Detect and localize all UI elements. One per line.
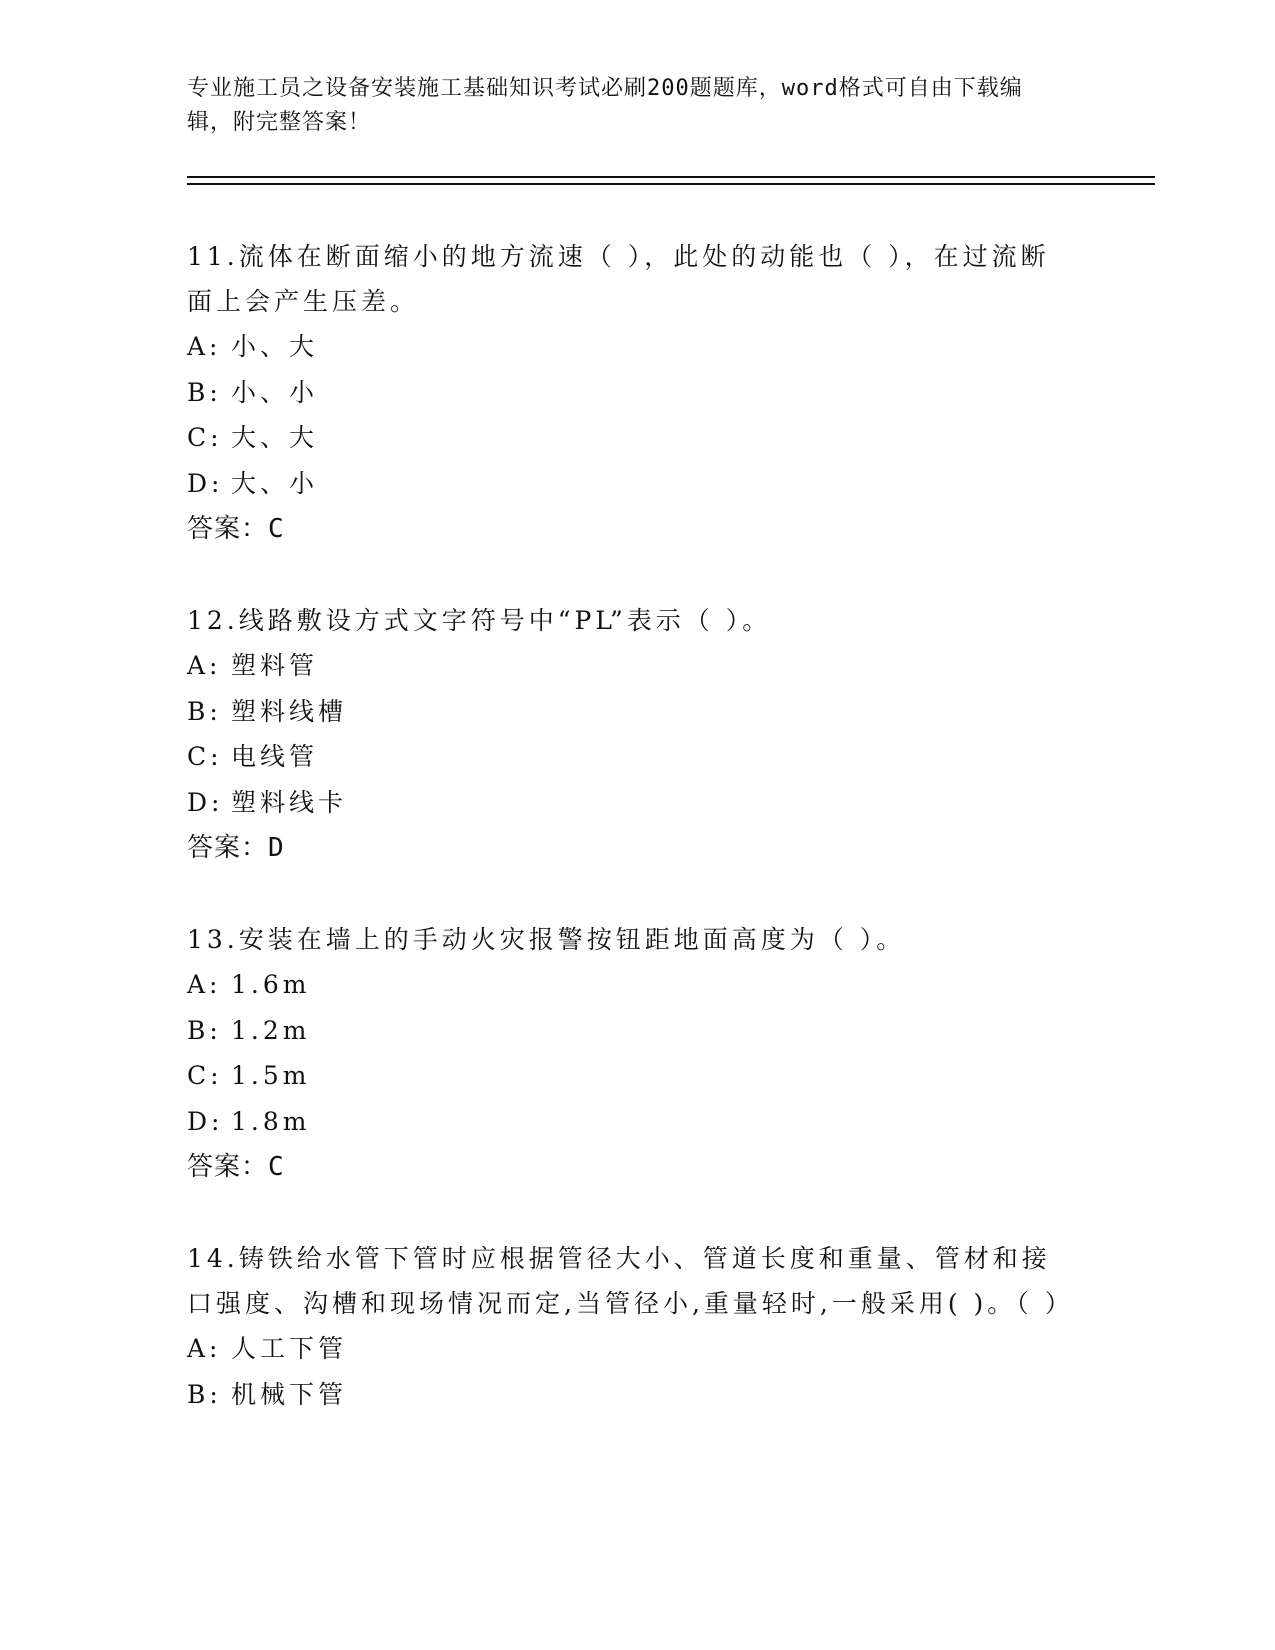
option-text: 塑料管 (231, 651, 319, 680)
option-d (187, 780, 1087, 826)
option-text: 大、小 (231, 468, 319, 498)
option-letter: B: (187, 1379, 222, 1409)
option-a (187, 1326, 1087, 1372)
option-b (187, 370, 1087, 416)
option-letter: D: (187, 1106, 224, 1136)
option-letter: B: (187, 1015, 222, 1045)
option-b (187, 689, 1087, 735)
option-letter: A: (187, 970, 222, 999)
option-text: 塑料线槽 (231, 696, 348, 726)
option-text: 小、小 (231, 377, 319, 407)
question-12 (187, 598, 1087, 871)
option-letter: D: (187, 468, 224, 498)
option-c (187, 415, 1087, 461)
option-text: 人工下管 (231, 1334, 348, 1363)
question-stem: 13.安装在墙上的手动火灾报警按钮距地面高度为（ ）。 (187, 925, 906, 954)
option-text: 1.5m (231, 1061, 311, 1090)
option-letter: A: (187, 651, 222, 680)
option-text: 1.2m (231, 1015, 311, 1045)
option-text: 1.6m (231, 970, 311, 999)
answer: 答案：D (187, 833, 285, 863)
option-text: 小、大 (231, 332, 319, 361)
answer: 答案：C (187, 514, 285, 544)
option-letter: D: (187, 787, 224, 817)
header-divider-bottom (187, 183, 1155, 185)
option-a (187, 643, 1087, 689)
option-letter: A: (187, 1334, 222, 1363)
option-b (187, 1008, 1087, 1054)
option-b (187, 1372, 1087, 1418)
option-letter: C: (187, 742, 223, 771)
question-stem: 12.线路敷设方式文字符号中“PL”表示（ ）。 (187, 606, 772, 635)
option-text: 塑料线卡 (231, 787, 348, 817)
option-c (187, 1053, 1087, 1099)
answer: 答案：C (187, 1152, 285, 1182)
question-13 (187, 917, 1087, 1190)
option-letter: C: (187, 1061, 223, 1090)
document-header: 专业施工员之设备安装施工基础知识考试必刷200题题库，word格式可自由下载编辑，附完整答案！ (187, 76, 1023, 135)
option-text: 电线管 (231, 742, 319, 771)
option-a (187, 962, 1087, 1008)
option-a (187, 324, 1087, 370)
question-stem: 11.流体在断面缩小的地方流速（ ），此处的动能也（ ），在过流断面上会产生压差。 (187, 242, 1050, 316)
option-text: 机械下管 (231, 1379, 348, 1409)
option-d (187, 461, 1087, 507)
question-14 (187, 1236, 1087, 1417)
question-stem: 14.铸铁给水管下管时应根据管径大小、管道长度和重量、管材和接口强度、沟槽和现场情况而定,当管径小,重量轻时,一般采用( )。（ ） (187, 1244, 1074, 1318)
option-d (187, 1099, 1087, 1145)
question-11 (187, 234, 1087, 552)
option-text: 1.8m (231, 1106, 311, 1136)
option-letter: B: (187, 696, 222, 726)
option-letter: A: (187, 332, 222, 361)
option-c (187, 734, 1087, 780)
option-text: 大、大 (231, 423, 319, 452)
header-divider-top (187, 176, 1155, 178)
option-letter: B: (187, 377, 222, 407)
option-letter: C: (187, 423, 223, 452)
